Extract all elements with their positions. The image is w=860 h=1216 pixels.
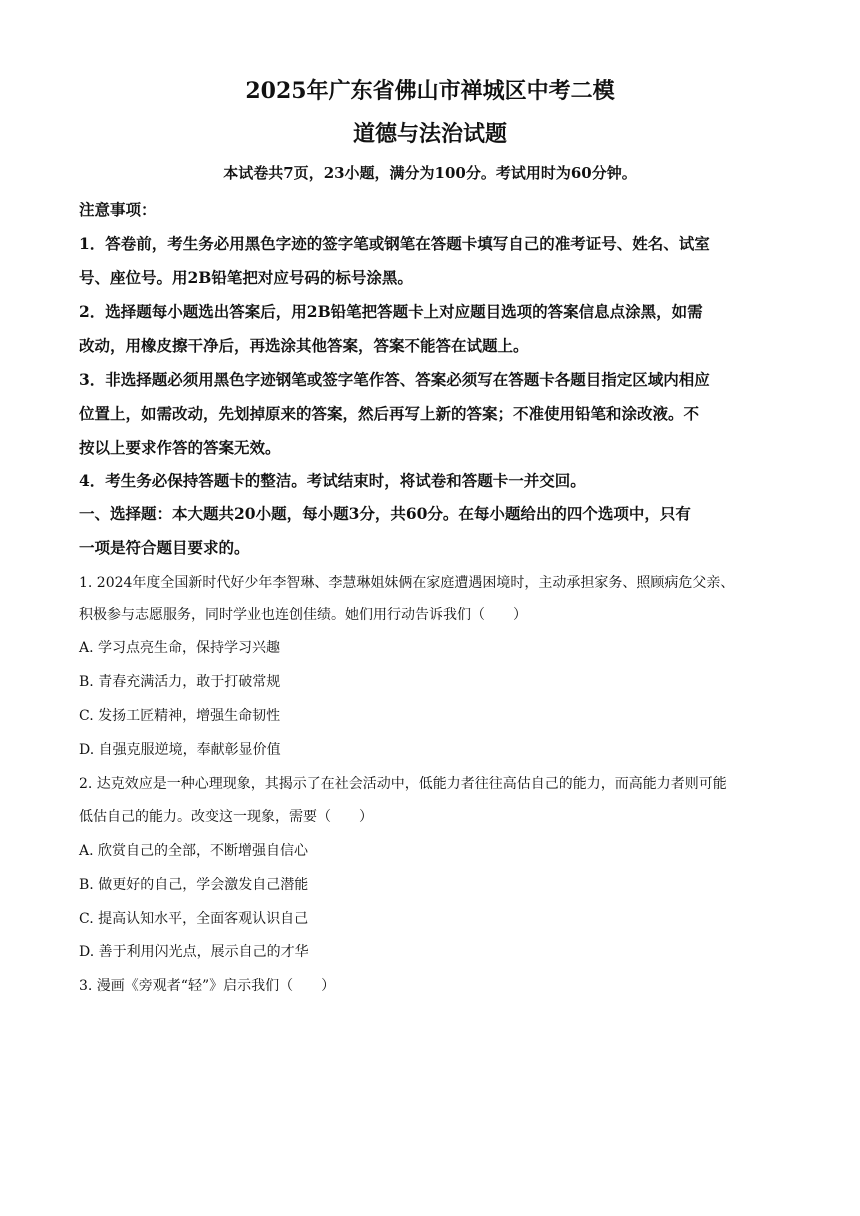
section-heading: 一项是符合题目要求的。 — [79, 538, 250, 557]
question-stem: 1. 2024年度全国新时代好少年李智琳、李慧琳姐妹俩在家庭遭遇困境时，主动承担家务、照顾病危父亲、 — [79, 575, 735, 591]
notice-line: 按以上要求作答的答案无效。 — [79, 438, 281, 457]
question-option: C. 提高认知水平，全面客观认识自己 — [79, 911, 309, 927]
question-stem: 3. 漫画《旁观者“轻”》启示我们（ ） — [79, 978, 336, 994]
question-stem: 积极参与志愿服务，同时学业也连创佳绩。她们用行动告诉我们（ ） — [79, 607, 527, 623]
notice-line: 位置上，如需改动，先划掉原来的答案，然后再写上新的答案；不准使用铅笔和涂改液。不 — [79, 404, 700, 423]
notice-line: 3．非选择题必须用黑色字迹钢笔或签字笔作答、答案必须写在答题卡各题目指定区域内相应 — [79, 370, 710, 389]
notice-heading: 注意事项： — [79, 200, 157, 219]
question-option: D. 善于利用闪光点，展示自己的才华 — [79, 944, 309, 960]
question-stem: 低估自己的能力。改变这一现象，需要（ ） — [79, 809, 373, 825]
question-option: A. 学习点亮生命，保持学习兴趣 — [79, 640, 281, 656]
exam-subject-title: 道德与法治试题 — [352, 121, 507, 147]
question-stem: 2. 达克效应是一种心理现象，其揭示了在社会活动中，低能力者往往高估自己的能力，而高能力者则可能 — [79, 776, 727, 792]
exam-title: 2025年广东省佛山市禅城区中考二模 — [245, 78, 615, 104]
question-option: B. 青春充满活力，敢于打破常规 — [79, 674, 281, 690]
section-heading: 一、选择题：本大题共20小题，每小题3分，共60分。在每小题给出的四个选项中，只有 — [79, 504, 691, 523]
notice-line: 改动，用橡皮擦干净后，再选涂其他答案，答案不能答在试题上。 — [79, 336, 529, 355]
notice-line: 2．选择题每小题选出答案后，用2B铅笔把答题卡上对应题目选项的答案信息点涂黑，如需 — [79, 302, 703, 321]
question-option: B. 做更好的自己，学会激发自己潜能 — [79, 877, 309, 893]
notice-line: 1．答卷前，考生务必用黑色字迹的签字笔或钢笔在答题卡填写自己的准考证号、姓名、试室 — [79, 234, 710, 253]
exam-info: 本试卷共7页，23小题，满分为100分。考试用时为60分钟。 — [223, 164, 637, 182]
question-option: D. 自强克服逆境，奉献彰显价值 — [79, 742, 281, 758]
question-option: A. 欣赏自己的全部，不断增强自信心 — [79, 843, 309, 859]
notice-line: 号、座位号。用2B铅笔把对应号码的标号涂黑。 — [79, 268, 413, 287]
question-option: C. 发扬工匠精神，增强生命韧性 — [79, 708, 281, 724]
notice-line: 4．考生务必保持答题卡的整洁。考试结束时，将试卷和答题卡一并交回。 — [79, 471, 586, 490]
